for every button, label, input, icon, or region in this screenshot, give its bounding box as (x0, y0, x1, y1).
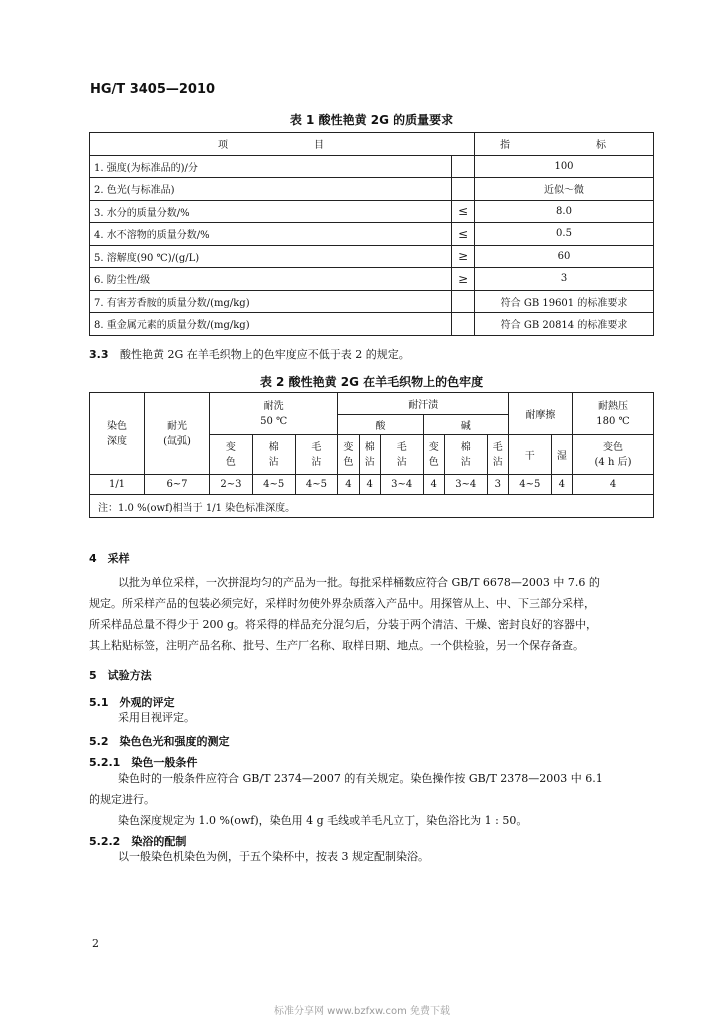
table1-value-cell: 100 (475, 155, 654, 178)
table-row (90, 290, 654, 313)
table2-data-cell: 4 (359, 475, 380, 495)
table1-operator-cell: ≤ (452, 223, 475, 246)
table-row (90, 223, 654, 246)
table2-data-cell: 4~5 (295, 475, 338, 495)
section-5-1-text: 采用目视评定。 (118, 711, 195, 724)
table1-value-cell: 60 (475, 245, 654, 268)
table2-data-cell: 2~3 (210, 475, 253, 495)
sub-wash-wool: 毛 沾 (295, 435, 338, 475)
table2-caption: 表 2 酸性艳黄 2G 在羊毛织物上的色牢度 (259, 375, 484, 389)
table2-data-cell: 3~4 (444, 475, 487, 495)
table1-item-cell: 2. 色光(与标准品) (90, 178, 452, 201)
header-light: 耐光 (氙弧) (145, 393, 210, 475)
table1-operator-cell (452, 290, 475, 313)
table1-value-cell: 近似～微 (475, 178, 654, 201)
sub-rub-dry: 干 (508, 435, 551, 475)
sub-alkali-cotton: 棉 沾 (444, 435, 487, 475)
section-4-line-4: 其上粘贴标签，注明产品名称、批号、生产厂名称、取样日期、地点。一个供检验，另一个保存备查。 (89, 639, 584, 652)
table2-data-cell: 4 (338, 475, 359, 495)
table2-data-cell: 4 (573, 475, 654, 495)
table1-operator-cell (452, 313, 475, 336)
header-perspiration: 耐汗渍 (338, 393, 509, 415)
table2-data-cell: 3~4 (380, 475, 423, 495)
table1-item-cell: 4. 水不溶物的质量分数/% (90, 223, 452, 246)
table-row (90, 245, 654, 268)
table1-operator-cell: ≥ (452, 245, 475, 268)
section-5-2-2-title: 5.2.2 染浴的配制 (89, 835, 187, 848)
sub-acid-cotton: 棉 沾 (359, 435, 380, 475)
table1-value-cell: 符合 GB 20814 的标准要求 (475, 313, 654, 336)
section-5-2-1-line-3: 染色深度规定为 1.0 %(owf)，染色用 4 g 毛线或羊毛凡立丁，染色浴比为 1 : 50。 (118, 814, 528, 827)
sub-alkali-change: 变 色 (423, 435, 444, 475)
section-5-2-1-line-2: 的规定进行。 (89, 793, 155, 806)
color-fastness-table (89, 392, 654, 518)
table1-operator-cell: ≤ (452, 200, 475, 223)
table1-caption: 表 1 酸性艳黄 2G 的质量要求 (289, 113, 454, 127)
table1-item-cell: 1. 强度(为标准品的)/分 (90, 155, 452, 178)
sub-wash-cotton: 棉 沾 (252, 435, 295, 475)
header-rubbing: 耐摩擦 (508, 393, 572, 435)
table1-value-cell: 0.5 (475, 223, 654, 246)
table1-operator-cell (452, 178, 475, 201)
column-header-item: 项 目 (90, 133, 475, 156)
table1-item-cell: 6. 防尘性/级 (90, 268, 452, 291)
table1-item-cell: 7. 有害芳香胺的质量分数/(mg/kg) (90, 290, 452, 313)
section-5-2-1-line-1: 染色时的一般条件应符合 GB/T 2374—2007 的有关规定。染色操作按 GB/T 2378—2003 中 6.1 (118, 772, 603, 785)
section-5-2-1-title: 5.2.1 染色一般条件 (89, 756, 198, 769)
sub-alkali-wool: 毛 沾 (487, 435, 508, 475)
clause-number: 3.3 (89, 348, 109, 361)
table1-value-cell: 符合 GB 19601 的标准要求 (475, 290, 654, 313)
table1-value-cell: 3 (475, 268, 654, 291)
sub-press-change: 变色 (4 h 后) (573, 435, 654, 475)
quality-requirements-table (89, 132, 654, 336)
clause-3-3 (89, 346, 410, 362)
table-row (90, 268, 654, 291)
header-alkali: 碱 (423, 415, 508, 435)
section-4-line-3: 所采样品总量不得少于 200 g。将采得的样品充分混匀后，分装于两个清洁、干燥、密封良好的容器中， (89, 618, 598, 631)
table1-value-cell: 8.0 (475, 200, 654, 223)
table1-item-cell: 8. 重金属元素的质量分数/(mg/kg) (90, 313, 452, 336)
table2-note: 注：1.0 %(owf)相当于 1/1 染色标准深度。 (90, 495, 654, 518)
table2-data-cell: 4~5 (252, 475, 295, 495)
sub-rub-wet: 湿 (551, 435, 572, 475)
section-5-2-title: 5.2 染色色光和强度的测定 (89, 735, 230, 748)
section-5-1-title: 5.1 外观的评定 (89, 696, 175, 709)
page-number: 2 (92, 937, 99, 950)
table2-data-cell: 4 (423, 475, 444, 495)
sub-acid-wool: 毛 沾 (380, 435, 423, 475)
section-4-line-1: 以批为单位采样，一次拼混均匀的产品为一批。每批采样桶数应符合 GB/T 6678—2003 中 7.6 的 (118, 576, 600, 589)
table-row (90, 178, 654, 201)
table1-item-cell: 3. 水分的质量分数/% (90, 200, 452, 223)
standard-number: HG/T 3405—2010 (90, 82, 216, 97)
table2-data-cell: 4~5 (508, 475, 551, 495)
table-row (90, 200, 654, 223)
header-hot-pressing: 耐熱压 180 ℃ (573, 393, 654, 435)
section-4-line-2: 规定。所采样产品的包装必须完好，采样时勿使外界杂质落入产品中。用探管从上、中、下三部分采样， (89, 597, 595, 610)
table1-operator-cell: ≥ (452, 268, 475, 291)
table-header-row (90, 133, 654, 156)
header-depth: 染色 深度 (90, 393, 145, 475)
table2-data-cell: 6~7 (145, 475, 210, 495)
table2-data-cell: 1/1 (90, 475, 145, 495)
footer-watermark: 标准分享网 www.bzfxw.com 免费下载 (274, 1006, 450, 1017)
section-5-title: 5 试验方法 (89, 669, 152, 682)
section-5-2-2-text: 以一般染色机染色为例，于五个染杯中，按表 3 规定配制染浴。 (118, 850, 429, 863)
header-acid: 酸 (338, 415, 423, 435)
table-row (90, 155, 654, 178)
table1-item-cell: 5. 溶解度(90 ℃)/(g/L) (90, 245, 452, 268)
column-header-value: 指 标 (475, 133, 654, 156)
table2-data-cell: 3 (487, 475, 508, 495)
table-row (90, 313, 654, 336)
table-row (90, 475, 654, 495)
header-washing: 耐洗 50 ℃ (210, 393, 338, 435)
table1-operator-cell (452, 155, 475, 178)
section-4-title: 4 采样 (89, 552, 130, 565)
sub-wash-change: 变 色 (210, 435, 253, 475)
table2-data-cell: 4 (551, 475, 572, 495)
clause-text: 酸性艳黄 2G 在羊毛织物上的色牢度应不低于表 2 的规定。 (120, 348, 410, 361)
sub-acid-change: 变 色 (338, 435, 359, 475)
